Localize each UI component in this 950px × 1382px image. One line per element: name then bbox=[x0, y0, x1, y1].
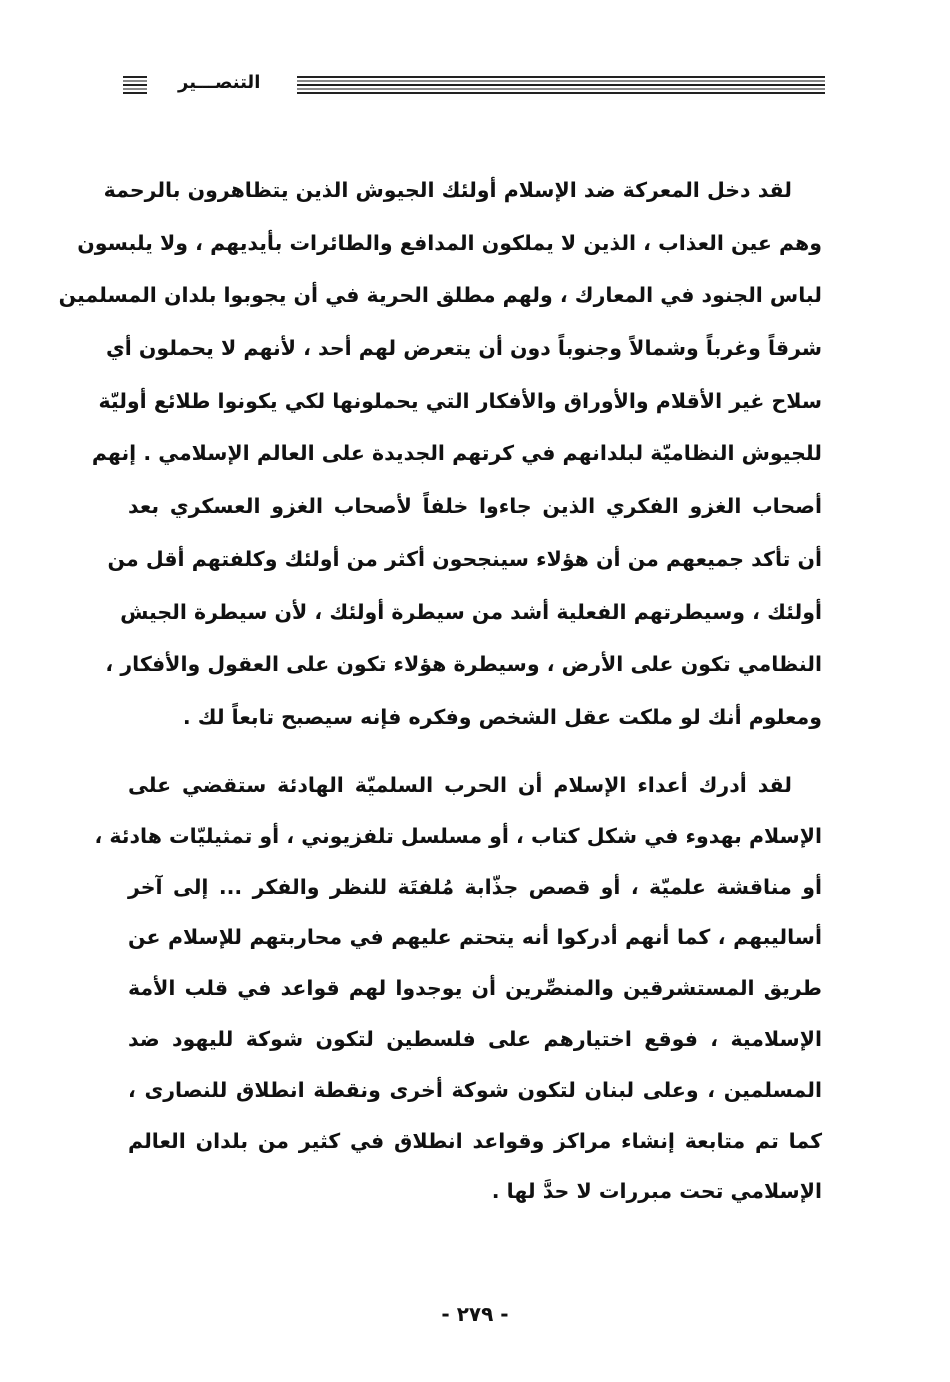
text-line: الإسلامي تحت مبررات لا حدَّ لها . bbox=[491, 1179, 822, 1204]
text-line: لباس الجنود في المعارك ، ولهم مطلق الحرية في أن يجوبوا بلدان المسلمين bbox=[58, 283, 822, 308]
page-number: - ٢٧٩ - bbox=[441, 1302, 509, 1326]
text-line: النظامي تكون على الأرض ، وسيطرة هؤلاء تكون على العقول والأفكار ، bbox=[105, 652, 822, 677]
text-line: المسلمين ، وعلى لبنان لتكون شوكة أخرى ونقطة انطلاق للنصارى ، bbox=[128, 1077, 822, 1102]
running-header bbox=[120, 74, 825, 100]
text-line: الإسلام بهدوء في شكل كتاب ، أو مسلسل تلفزيوني ، أو تمثيليّات هادئة ، bbox=[94, 823, 822, 848]
text-line: لقد أدرك أعداء الإسلام أن الحرب السلميّة الهادئة ستقضي على bbox=[128, 773, 792, 797]
text-line: شرقاً وغرباً وشمالاً وجنوباً دون أن يتعرض لهم أحد ، لأنهم لا يحملون أي bbox=[105, 336, 822, 361]
paragraph-1 bbox=[58, 164, 822, 744]
text-line: أصحاب الغزو الفكري الذين جاءوا خلفاً لأصحاب الغزو العسكري بعد bbox=[128, 494, 822, 519]
text-line: أساليبهم ، كما أنهم أدركوا أنه يتحتم عليهم في محاربتهم للإسلام عن bbox=[128, 925, 822, 950]
text-line: كما تم متابعة إنشاء مراكز وقواعد انطلاق في كثير من بلدان العالم bbox=[128, 1128, 822, 1153]
header-ornament-rule-left bbox=[123, 76, 147, 96]
text-line: للجيوش النظاميّة لبلدانهم في كرتهم الجديدة على العالم الإسلامي . إنهم bbox=[91, 441, 822, 466]
text-line: لقد دخل المعركة ضد الإسلام أولئك الجيوش الذين يتظاهرون بالرحمة bbox=[103, 178, 792, 202]
text-line: أو مناقشة علميّة ، أو قصص جذّابة مُلفتَة للنظر والفكر ... إلى آخر bbox=[128, 874, 822, 899]
text-line: سلاح غير الأقلام والأوراق والأفكار التي يحملونها لكي يكونوا طلائع أوليّة bbox=[98, 388, 822, 413]
running-title: التنصـــير bbox=[178, 72, 261, 93]
paragraph-2 bbox=[94, 760, 822, 1217]
text-line: طريق المستشرقين والمنصِّرين أن يوجدوا لهم قواعد في قلب الأمة bbox=[128, 976, 822, 1001]
text-line: ومعلوم أنك لو ملكت عقل الشخص وفكره فإنه سيصبح تابعاً لك . bbox=[182, 704, 822, 729]
text-line: أولئك ، وسيطرتهم الفعلية أشد من سيطرة أولئك ، لأن سيطرة الجيش bbox=[120, 599, 822, 624]
text-line: الإسلامية ، فوقع اختيارهم على فلسطين لتكون شوكة لليهود ضد bbox=[128, 1026, 822, 1051]
text-line: أن تأكد جميعهم من أن هؤلاء سينجحون أكثر من أولئك وكلفتهم أقل من bbox=[107, 546, 822, 571]
text-line: وهم عين العذاب ، الذين لا يملكون المدافع والطائرات بأيديهم ، ولا يلبسون bbox=[77, 230, 822, 255]
header-ornament-rule-right bbox=[297, 76, 825, 96]
